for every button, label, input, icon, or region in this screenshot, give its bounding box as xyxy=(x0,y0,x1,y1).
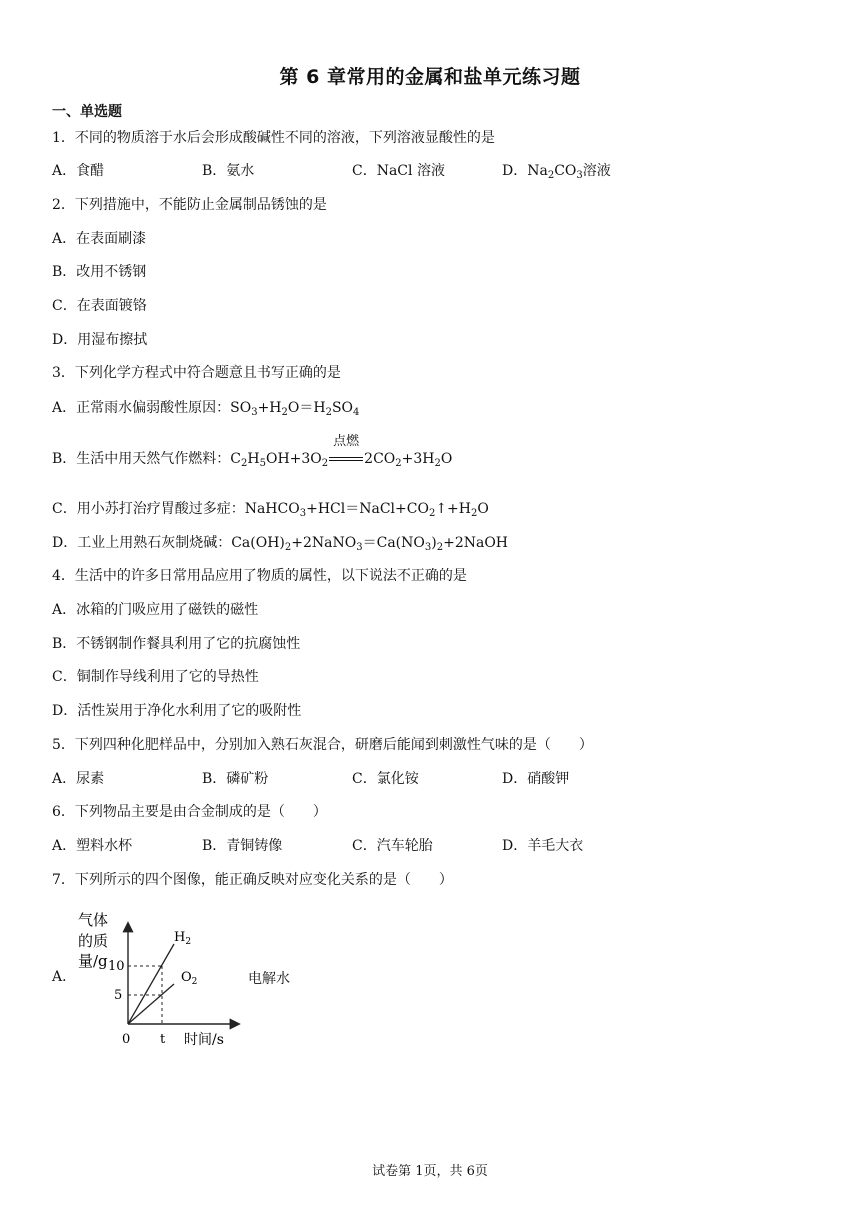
y-axis-label-1: 气体 xyxy=(78,911,109,929)
x-axis-label: 时间/s xyxy=(184,1032,224,1048)
q4-option-b: B．不锈钢制作餐具利用了它的抗腐蚀性 xyxy=(52,636,301,652)
page-footer: 试卷第 1页，共 6页 xyxy=(372,1164,488,1179)
q5-stem: 5．下列四种化肥样品中，分别加入熟石灰混合，研磨后能闻到刺激性气味的是（ ） xyxy=(52,737,593,753)
q2-stem: 2．下列措施中，不能防止金属制品锈蚀的是 xyxy=(52,197,327,213)
q3-option-c: C．用小苏打治疗胃酸过多症：$NaHCO_3+HCl=NaCl+CO_2↑+H_2O$ xyxy=(52,501,489,519)
q1-option-c: C．NaCl 溶液 xyxy=(352,163,445,179)
q7-option-a-label: A． xyxy=(52,969,77,985)
reaction-condition: 点燃 xyxy=(329,450,363,468)
o2-label: $O_2$ xyxy=(181,970,198,987)
page-title: 第 6 章常用的金属和盐单元练习题 xyxy=(279,66,581,88)
q5-option-b: B．磷矿粉 xyxy=(202,771,269,787)
q6-stem: 6．下列物品主要是由合金制成的是（ ） xyxy=(52,804,327,820)
y-tick-5: 5 xyxy=(114,988,123,1003)
q7-option-a-caption: 电解水 xyxy=(248,971,290,987)
q2-option-c: C．在表面镀铬 xyxy=(52,298,147,314)
section-heading: 一、单选题 xyxy=(52,104,122,120)
x-tick-t: t xyxy=(160,1032,166,1047)
q5-option-d: D．硝酸钾 xyxy=(502,771,570,787)
electrolysis-graph xyxy=(74,910,254,1050)
q7-stem: 7．下列所示的四个图像，能正确反映对应变化关系的是（ ） xyxy=(52,872,453,888)
q5-option-c: C．氯化铵 xyxy=(352,771,419,787)
q4-option-a: A．冰箱的门吸应用了磁铁的磁性 xyxy=(52,602,259,618)
q3-option-b: B．生活中用天然气作燃料：$C_2H_5OH+3O_2$ 点燃 $2CO_2+3H_2O$ xyxy=(52,434,453,469)
y-tick-10: 10 xyxy=(108,959,125,974)
q2-option-d: D．用湿布擦拭 xyxy=(52,332,148,348)
o2-line xyxy=(128,984,174,1024)
q2-option-a: A．在表面刷漆 xyxy=(52,231,147,247)
q1-stem: 1．不同的物质溶于水后会形成酸碱性不同的溶液，下列溶液显酸性的是 xyxy=(52,130,495,146)
q3-option-a: A．正常雨水偏弱酸性原因：$SO_3+H_2O=H_2SO_4$ xyxy=(52,400,360,418)
q1-option-d: D．$Na_2CO_3$溶液 xyxy=(502,163,611,181)
y-axis-label-3: 量/g xyxy=(78,952,108,970)
q3-option-d: D．工业上用熟石灰制烧碱：$Ca(OH)_2+2NaNO_3=Ca(NO_3)_2+2NaOH$ xyxy=(52,535,509,553)
q6-option-a: A．塑料水杯 xyxy=(52,838,133,854)
h2-label: $H_2$ xyxy=(174,930,192,947)
h2-line xyxy=(128,944,174,1024)
q2-option-b: B．改用不锈钢 xyxy=(52,264,147,280)
origin-label: 0 xyxy=(122,1032,131,1047)
q3-stem: 3．下列化学方程式中符合题意且书写正确的是 xyxy=(52,365,341,381)
q4-option-d: D．活性炭用于净化水利用了它的吸附性 xyxy=(52,703,302,719)
q6-option-d: D．羊毛大衣 xyxy=(502,838,584,854)
q6-option-b: B．青铜铸像 xyxy=(202,838,283,854)
q1-option-a: A．食醋 xyxy=(52,163,105,179)
q5-option-a: A．尿素 xyxy=(52,771,105,787)
q6-option-c: C．汽车轮胎 xyxy=(352,838,433,854)
q4-option-c: C．铜制作导线利用了它的导热性 xyxy=(52,669,259,685)
q4-stem: 4．生活中的许多日常用品应用了物质的属性，以下说法不正确的是 xyxy=(52,568,467,584)
y-axis-label-2: 的质 xyxy=(78,932,109,950)
q1-option-b: B．氨水 xyxy=(202,163,255,179)
